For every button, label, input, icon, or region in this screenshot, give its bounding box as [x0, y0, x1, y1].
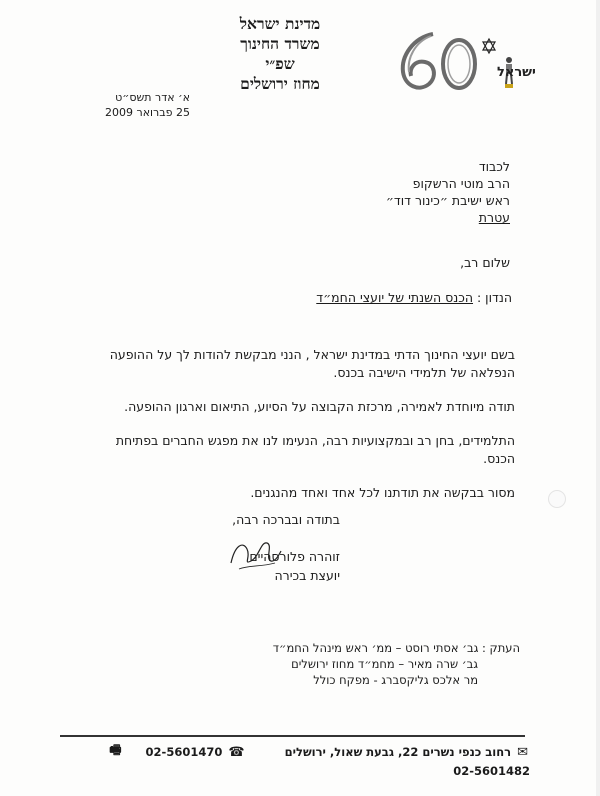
cc-row-3	[230, 672, 520, 688]
closing-line: בתודה ובברכה רבה,	[232, 512, 340, 527]
body-paragraph-4: מסור בבקשה את תודתנו לכל אחד ואחד מהנגנים.	[250, 485, 515, 500]
mail-icon: ✉	[517, 744, 528, 760]
handwritten-signature	[225, 535, 285, 573]
date-block	[70, 90, 190, 120]
signer-name: זוהרה פלורסהיים	[249, 549, 340, 564]
body-paragraph-3: התלמידים, בחן רב ובמקצועיות רבה, הנעימו לנו את מפגש החברים בפתיחת הכנס.	[115, 433, 515, 466]
recipient-name: הרב מוטי הרשקופ	[412, 176, 510, 191]
punch-hole	[548, 490, 566, 508]
footer-rule	[60, 735, 525, 737]
footer-phone: 02-5601470	[145, 745, 223, 759]
footer-address: רחוב כנפי נשרים 22, גבעת שאול, ירושלים	[284, 745, 512, 759]
cc-row-2	[230, 656, 520, 672]
cc-label: העתק :	[482, 641, 520, 655]
recipient-title: ראש ישיבת ״כינור דוד״	[385, 193, 510, 208]
logo-text: ישראל	[497, 65, 536, 80]
cc-recipient-1: גב׳ אסתי רוסט – ממ׳ ראש מינהל החמ״ד	[272, 641, 479, 655]
recipient-block	[300, 158, 510, 226]
page-edge	[596, 0, 600, 796]
gregorian-date: 25 פברואר 2009	[105, 106, 190, 119]
phone-icon: ☎	[228, 744, 245, 760]
greeting: שלום רב,	[460, 255, 510, 270]
body-paragraph-2: תודה מיוחדת לאמירה, מרכזת הקבוצה על הסיוע, התיאום וארגון ההופעה.	[124, 399, 515, 414]
footer	[80, 741, 530, 778]
letterhead-ministry: משרד החינוך	[240, 34, 320, 53]
letter-body	[85, 346, 515, 518]
star-of-david-icon	[483, 39, 495, 53]
body-paragraph-1: בשם יועצי החינוך הדתי במדינת ישראל , הנני מבקשת להודות לך על ההופעה הנפלאה של תלמידי הישיבה בכנס.	[109, 347, 515, 380]
fax-icon: 🖷	[109, 743, 122, 758]
subject-line	[230, 290, 512, 305]
letterhead	[205, 14, 355, 94]
cc-block	[230, 640, 520, 688]
cc-recipient-3: מר אלכס גליקסברג - מפקח כולל	[313, 673, 478, 687]
israel-60-logo	[385, 20, 536, 100]
signer-title: יועצת בכירה	[274, 568, 340, 583]
hebrew-date: א׳ אדר תשס״ט	[115, 91, 190, 104]
letterhead-department: שפ״י	[265, 54, 295, 73]
letterhead-district: מחוז ירושלים	[240, 74, 320, 93]
letterhead-state: מדינת ישראל	[239, 14, 321, 33]
subject-label: הנדון :	[477, 290, 512, 305]
cc-recipient-2: גב׳ שרה מאיר – מחמ״ד מחוז ירושלים	[291, 657, 478, 671]
recipient-location: עטרת	[478, 210, 510, 225]
cc-row-1	[230, 640, 520, 656]
subject-text: הכנס השנתי של יועצי החמ״ד	[316, 290, 474, 305]
footer-fax: 02-5601482	[453, 763, 530, 778]
recipient-salutation: לכבוד	[478, 159, 510, 174]
